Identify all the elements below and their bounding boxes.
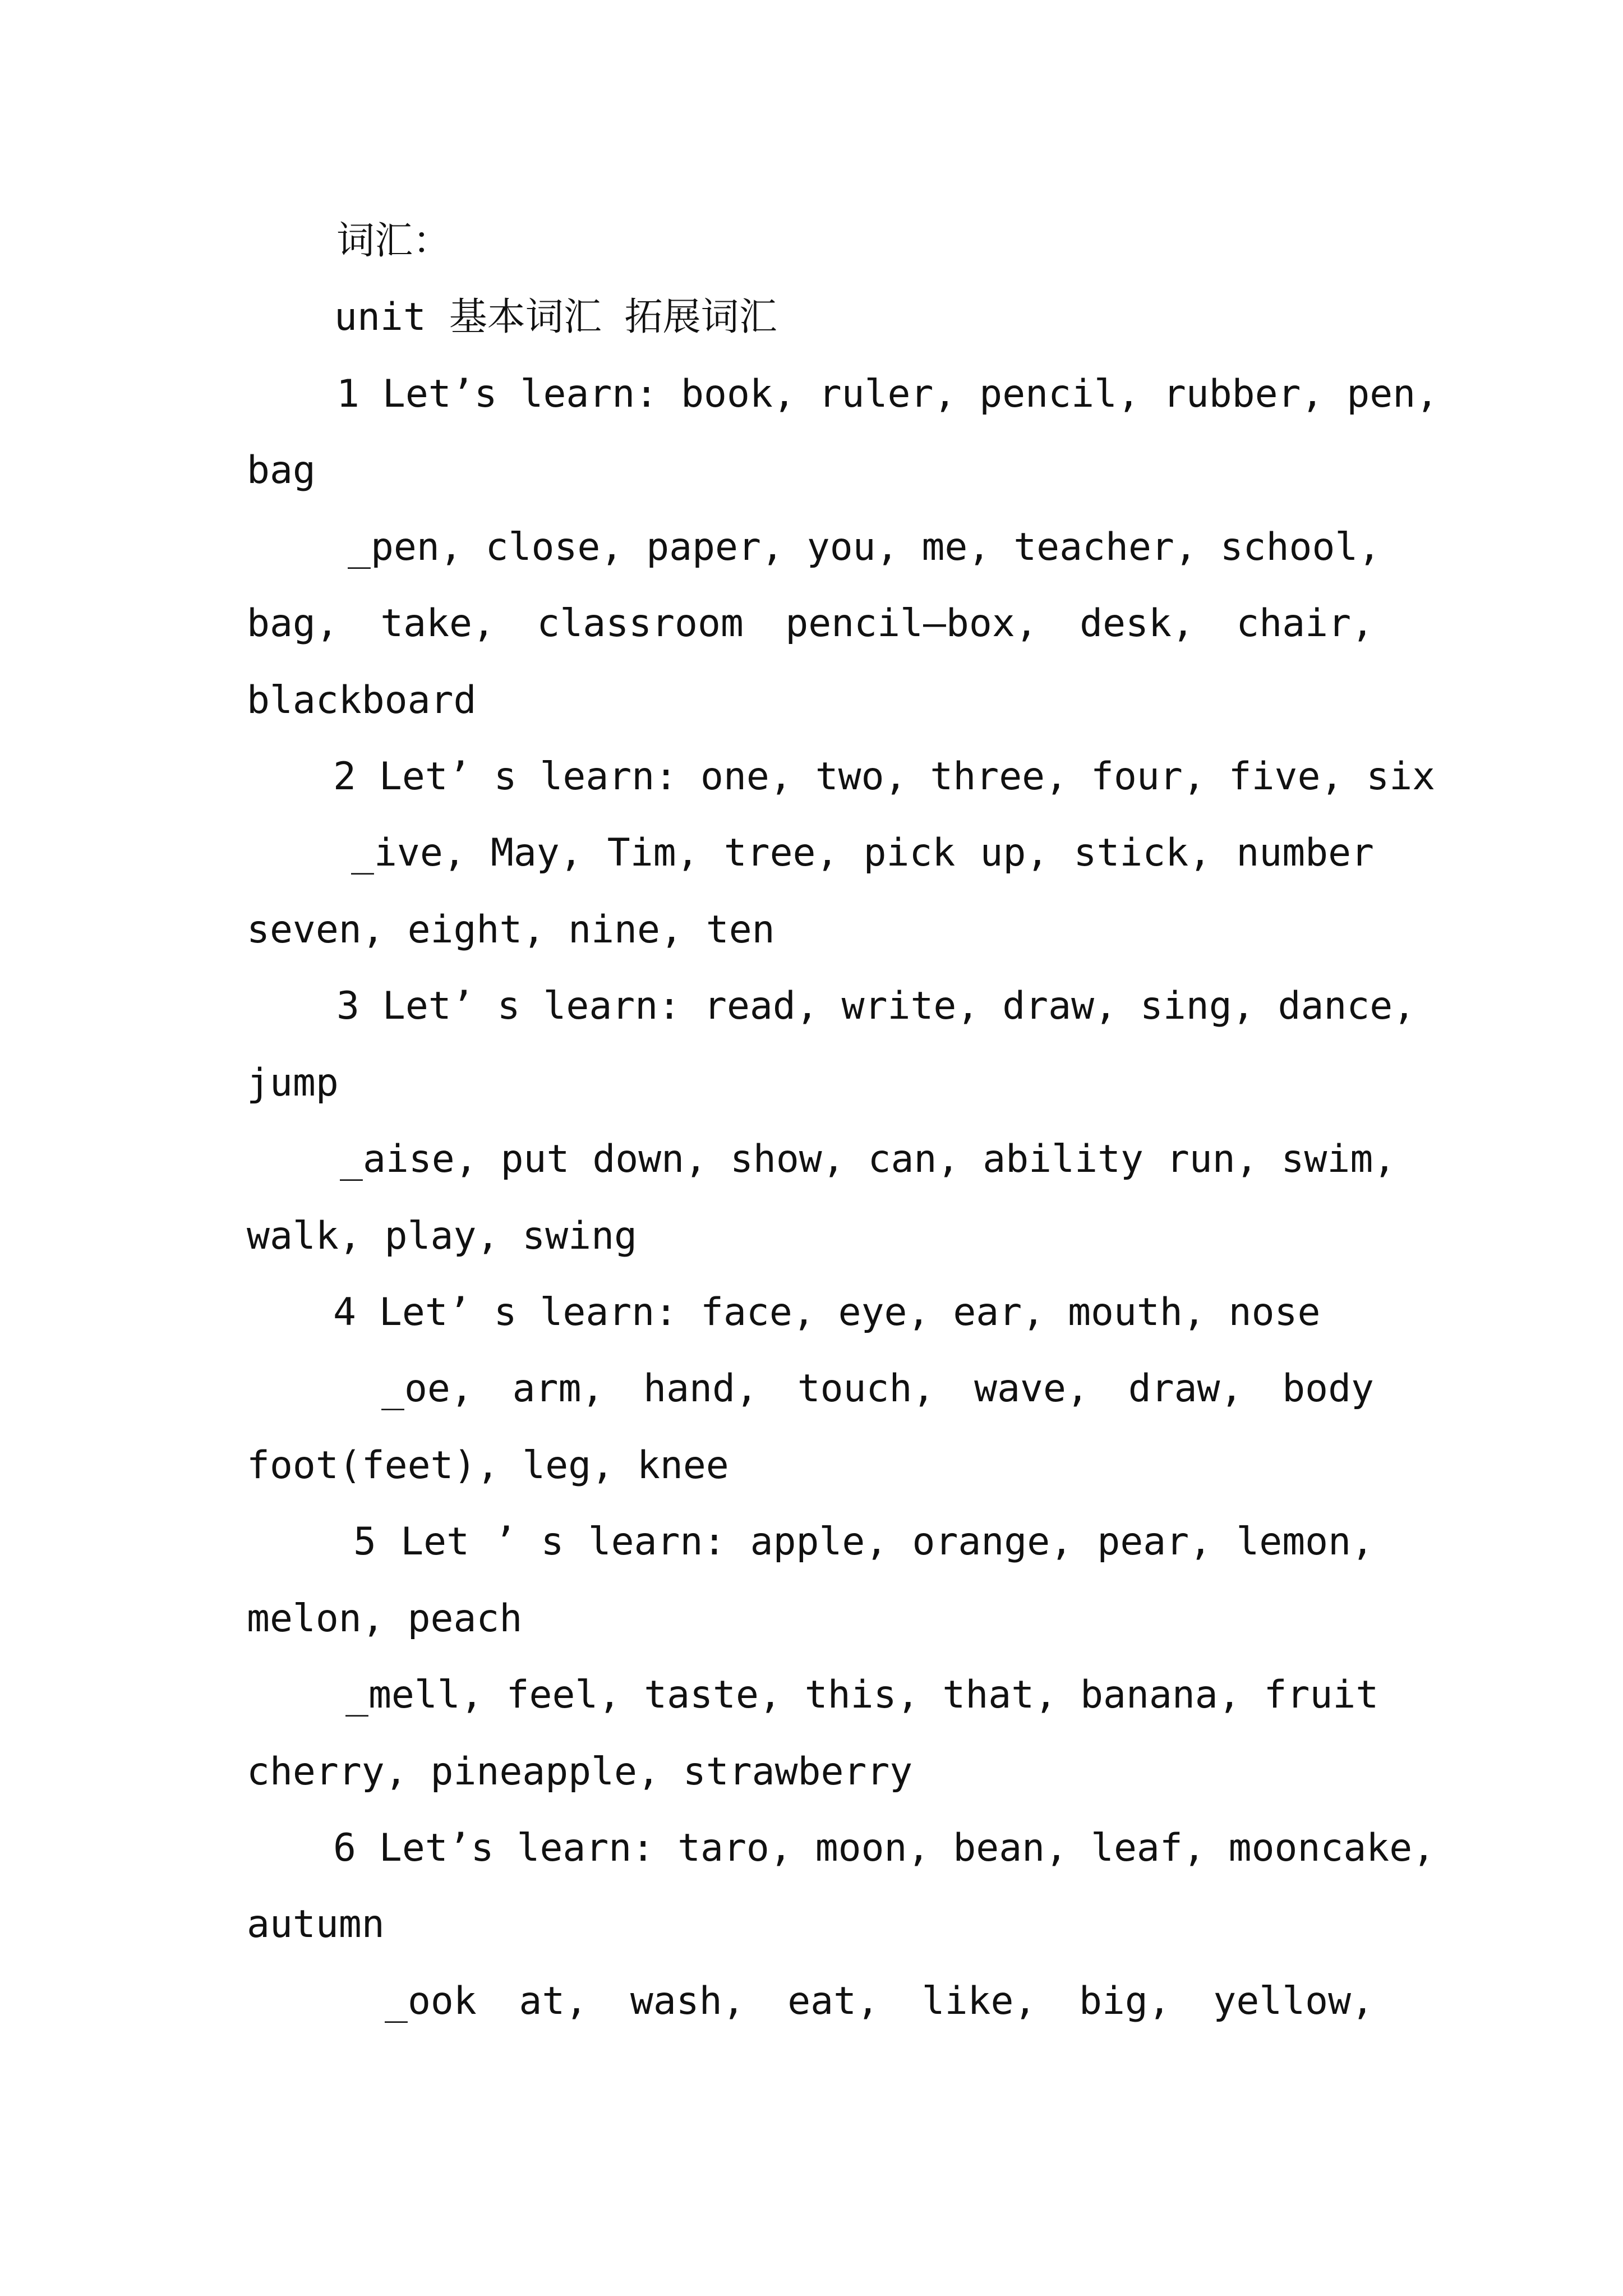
unit1-extended-vocab: _pen, close, paper, you, me, teacher, school,	[348, 525, 1381, 569]
unit6-extended-vocab: _ook at, wash, eat, like, big, yellow,	[385, 1979, 1374, 2023]
unit5-basic-vocab-cont: melon, peach	[247, 1596, 523, 1641]
unit3-basic-vocab-cont: jump	[247, 1061, 339, 1105]
section-heading: 词汇：	[336, 219, 451, 263]
unit1-extended-vocab-end: blackboard	[247, 678, 477, 723]
unit6-basic-vocab-cont: autumn	[247, 1902, 385, 1947]
unit5-extended-vocab-cont: cherry, pineapple, strawberry	[247, 1750, 913, 1794]
unit3-basic-vocab: 3 Let’ s learn: read, write, draw, sing, dance,	[336, 984, 1416, 1028]
unit4-extended-vocab-cont: foot(feet), leg, knee	[247, 1443, 729, 1488]
unit5-basic-vocab: 5 Let ’ s learn: apple, orange, pear, lemon,	[353, 1520, 1374, 1564]
unit3-extended-vocab: _aise, put down, show, can, ability run, swim,	[340, 1137, 1396, 1181]
unit6-basic-vocab: 6 Let’s learn: taro, moon, bean, leaf, mooncake,	[333, 1826, 1436, 1870]
table-header: unit 基本词汇 拓展词汇	[334, 295, 777, 339]
unit2-extended-vocab-cont: seven, eight, nine, ten	[247, 908, 775, 952]
unit4-extended-vocab: _oe, arm, hand, touch, wave, draw, body	[381, 1366, 1374, 1411]
unit5-extended-vocab: _mell, feel, taste, this, that, banana, fruit	[345, 1673, 1379, 1717]
unit1-basic-vocab-cont: bag	[247, 448, 316, 493]
unit3-extended-vocab-cont: walk, play, swing	[247, 1214, 637, 1258]
unit4-basic-vocab: 4 Let’ s learn: face, eye, ear, mouth, nose	[333, 1290, 1321, 1335]
unit2-basic-vocab: 2 Let’ s learn: one, two, three, four, five, six	[333, 754, 1436, 799]
unit1-basic-vocab: 1 Let’s learn: book, ruler, pencil, rubber, pen,	[336, 372, 1439, 416]
unit1-extended-vocab-cont: bag, take, classroom pencil—box, desk, chair,	[247, 601, 1374, 646]
unit2-extended-vocab: _ive, May, Tim, tree, pick up, stick, number	[351, 831, 1374, 875]
